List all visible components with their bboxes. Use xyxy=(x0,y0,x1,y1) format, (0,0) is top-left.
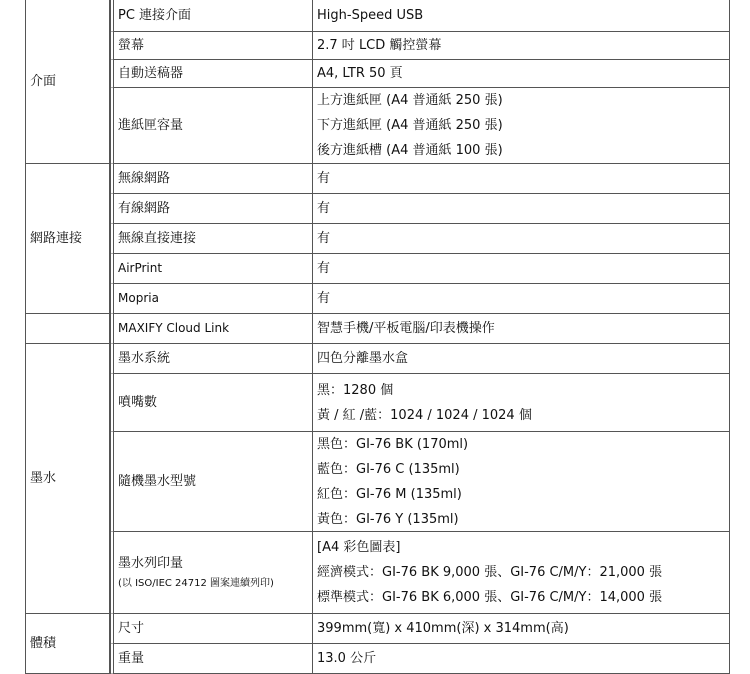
value-weight-text: 13.0 公斤 xyxy=(317,651,377,666)
label-pc-interface xyxy=(110,0,313,32)
label-wired xyxy=(110,194,313,224)
label-ink-system xyxy=(110,344,313,374)
value-cartridge-line: 紅色：GI-76 M (135ml) xyxy=(317,486,462,502)
value-nozzles xyxy=(313,374,730,432)
label-wireless xyxy=(110,164,313,194)
value-nozzles-line: 黑：1280 個 xyxy=(317,382,394,398)
value-cartridge-line: 藍色：GI-76 C (135ml) xyxy=(317,461,460,477)
label-yield-subtext: (以 ISO/IEC 24712 圖案連續列印) xyxy=(118,577,274,589)
value-screen xyxy=(313,32,730,60)
label-weight xyxy=(110,644,313,674)
label-yield xyxy=(110,532,313,614)
value-cartridges xyxy=(313,432,730,532)
value-weight xyxy=(313,644,730,674)
category-interface-label: 介面 xyxy=(30,74,57,89)
category-cloud-empty xyxy=(25,314,110,344)
category-network xyxy=(25,164,110,314)
value-wireless xyxy=(313,164,730,194)
label-nozzles xyxy=(110,374,313,432)
value-tray-line: 下方進紙匣 (A4 普通紙 250 張) xyxy=(317,118,503,133)
value-cloud-link-text: 智慧手機/平板電腦/印表機操作 xyxy=(317,321,495,336)
value-yield-line: 標準模式：GI-76 BK 6,000 張、GI-76 C/M/Y：14,000 張 xyxy=(317,590,663,605)
label-direct xyxy=(110,224,313,254)
label-cartridges-text: 隨機墨水型號 xyxy=(118,474,197,489)
value-pc-interface xyxy=(313,0,730,32)
value-direct-text: 有 xyxy=(317,231,331,246)
value-adf-text: A4, LTR 50 頁 xyxy=(317,66,403,81)
label-wired-text: 有線網路 xyxy=(118,201,171,216)
spec-table xyxy=(25,0,730,671)
value-tray-capacity xyxy=(313,88,730,164)
label-mopria-text: Mopria xyxy=(118,291,159,305)
label-airprint xyxy=(110,254,313,284)
value-pc-interface-text: High-Speed USB xyxy=(317,8,424,23)
value-dimensions xyxy=(313,614,730,644)
category-size xyxy=(25,614,110,674)
value-tray-line: 後方進紙槽 (A4 普通紙 100 張) xyxy=(317,143,503,158)
value-tray-line: 上方進紙匣 (A4 普通紙 250 張) xyxy=(317,93,503,108)
value-dimensions-text: 399mm(寬) x 410mm(深) x 314mm(高) xyxy=(317,621,569,636)
category-ink xyxy=(25,344,110,614)
label-airprint-text: AirPrint xyxy=(118,261,163,275)
label-adf-text: 自動送稿器 xyxy=(118,66,184,81)
label-cartridges xyxy=(110,432,313,532)
label-dimensions-text: 尺寸 xyxy=(118,621,145,636)
label-adf xyxy=(110,60,313,88)
label-wireless-text: 無線網路 xyxy=(118,171,171,186)
value-direct xyxy=(313,224,730,254)
value-nozzles-line: 黃 / 紅 /藍：1024 / 1024 / 1024 個 xyxy=(317,407,532,423)
category-network-label: 網路連接 xyxy=(30,231,83,246)
value-yield-line: [A4 彩色圖表] xyxy=(317,540,401,555)
value-screen-text: 2.7 吋 LCD 觸控螢幕 xyxy=(317,38,442,53)
value-mopria-text: 有 xyxy=(317,291,331,306)
value-wired-text: 有 xyxy=(317,201,331,216)
value-cartridge-line: 黑色：GI-76 BK (170ml) xyxy=(317,436,469,452)
value-yield xyxy=(313,532,730,614)
label-nozzles-text: 噴嘴數 xyxy=(118,395,158,410)
label-tray-capacity-text: 進紙匣容量 xyxy=(118,118,184,133)
value-airprint xyxy=(313,254,730,284)
category-interface xyxy=(25,0,110,164)
value-mopria xyxy=(313,284,730,314)
label-mopria xyxy=(110,284,313,314)
value-cloud-link xyxy=(313,314,730,344)
value-ink-system-text: 四色分離墨水盒 xyxy=(317,351,409,366)
label-yield-text: 墨水列印量 xyxy=(118,555,184,571)
value-ink-system xyxy=(313,344,730,374)
value-airprint-text: 有 xyxy=(317,261,331,276)
value-wired xyxy=(313,194,730,224)
label-direct-text: 無線直接連接 xyxy=(118,231,197,246)
label-screen-text: 螢幕 xyxy=(118,38,145,53)
label-dimensions xyxy=(110,614,313,644)
label-ink-system-text: 墨水系統 xyxy=(118,351,171,366)
value-cartridge-line: 黃色：GI-76 Y (135ml) xyxy=(317,511,459,527)
value-wireless-text: 有 xyxy=(317,171,331,186)
label-weight-text: 重量 xyxy=(118,651,145,666)
label-pc-interface-text: PC 連接介面 xyxy=(118,8,192,23)
category-ink-label: 墨水 xyxy=(30,471,57,486)
value-yield-line: 經濟模式：GI-76 BK 9,000 張、GI-76 C/M/Y：21,000 張 xyxy=(317,565,663,580)
label-cloud-link-text: MAXIFY Cloud Link xyxy=(118,321,230,335)
value-adf xyxy=(313,60,730,88)
category-size-label: 體積 xyxy=(30,636,57,651)
label-cloud-link xyxy=(110,314,313,344)
label-screen xyxy=(110,32,313,60)
label-tray-capacity xyxy=(110,88,313,164)
